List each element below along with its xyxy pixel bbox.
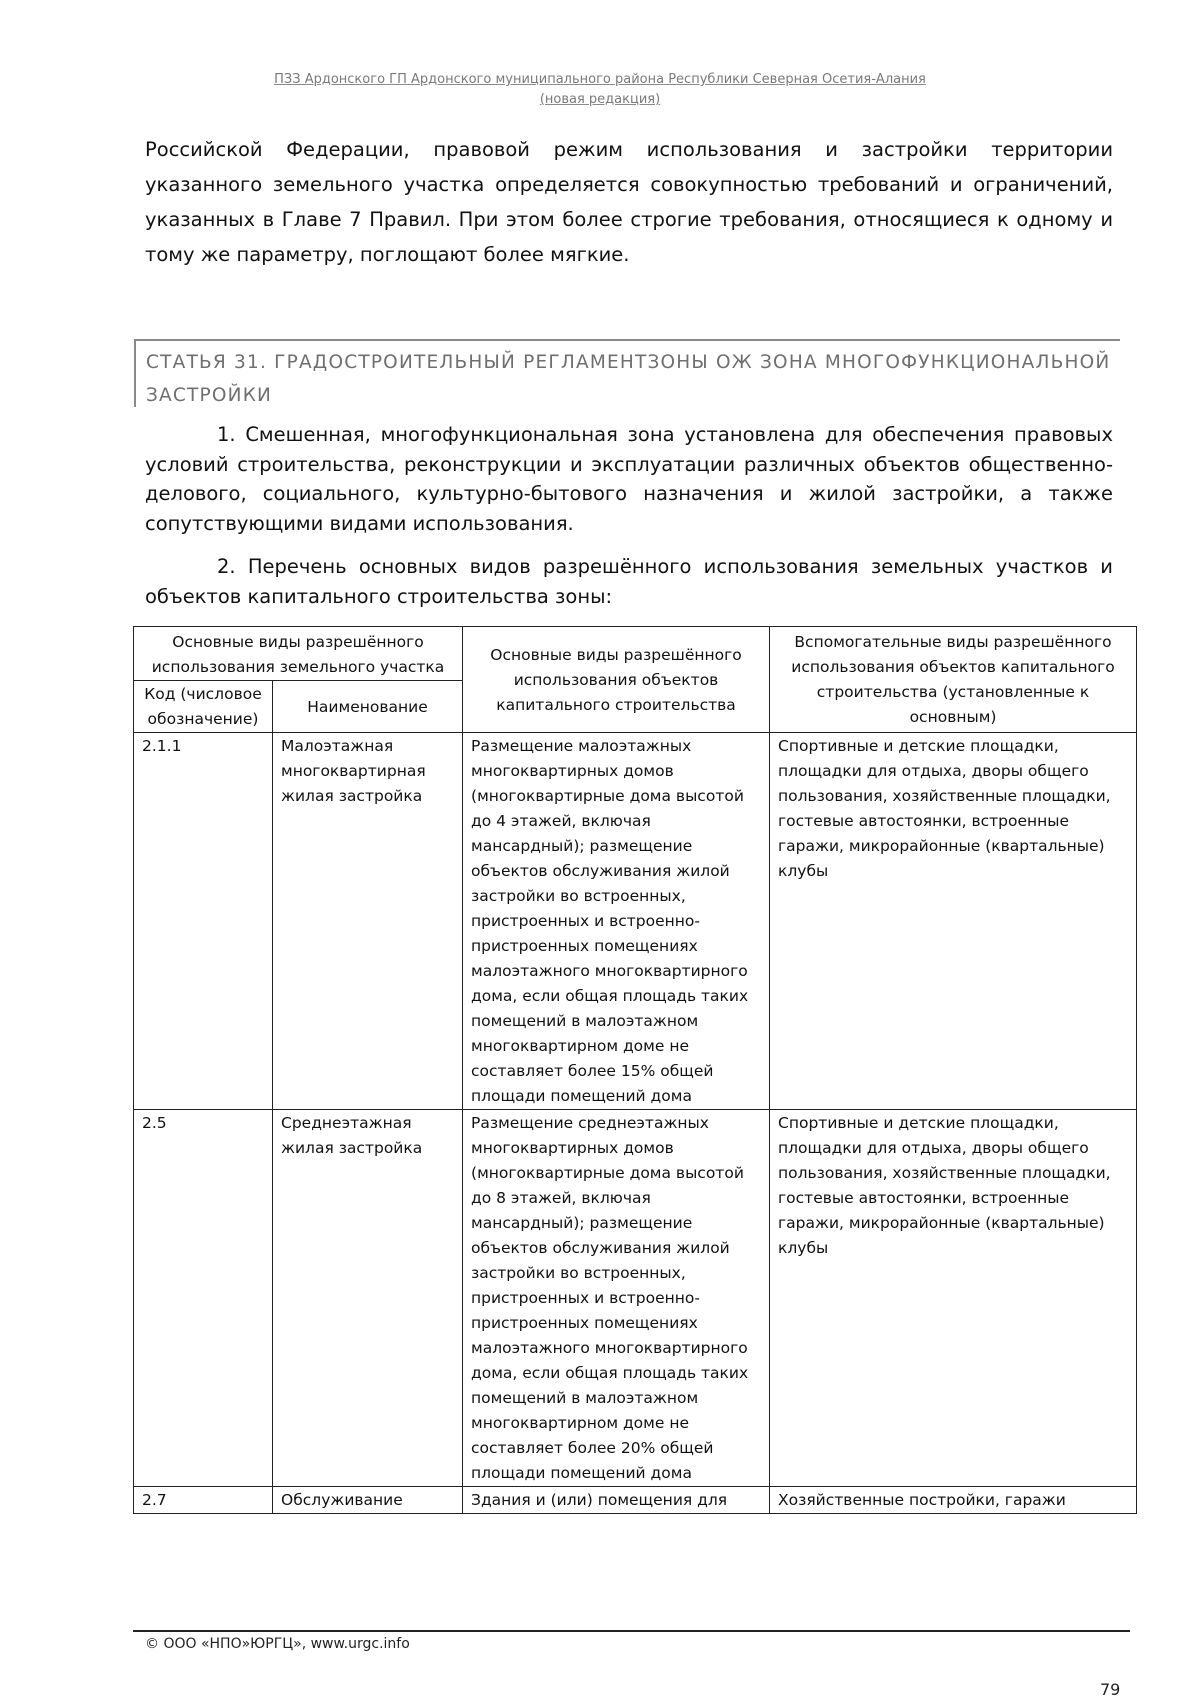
permitted-use-table [133,626,1137,1514]
cell-code: 2.7 [134,1487,273,1514]
header-name: Наименование [273,681,463,733]
cell-auxiliary-uses: Спортивные и детские площадки, площадки для отдыха, дворы общего пользования, хозяйственные площадки, гостевые автостоянки, встроенные гаражи, микрорайонные (квартальные) клубы [770,733,1137,1110]
article-heading-rule [134,339,1120,341]
header-land-use-group: Основные виды разрешённого использования земельного участка [134,627,463,681]
cell-name: Среднеэтажная жилая застройка [273,1110,463,1487]
cell-main-uses: Размещение среднеэтажных многоквартирных домов (многоквартирные дома высотой до 8 этажей, включая мансардный); размещение объектов обслуживания жилой застройки во встроенных, пристроенных и встроенно-пристроенных помещениях малоэтажного многоквартирного дома, если общая площадь таких помещений в малоэтажном многоквартирном доме не составляет более 20% общей площади помещений дома [463,1110,770,1487]
running-header-subtitle: (новая редакция) [539,92,661,107]
cell-code: 2.1.1 [134,733,273,1110]
cell-main-uses: Размещение малоэтажных многоквартирных домов (многоквартирные дома высотой до 4 этажей, включая мансардный); размещение объектов обслуживания жилой застройки во встроенных, пристроенных и встроенно-пристроенных помещениях малоэтажного многоквартирного дома, если общая площадь таких помещений в малоэтажном многоквартирном доме не составляет более 15% общей площади помещений дома [463,733,770,1110]
intro-paragraph: Российской Федерации, правовой режим использования и застройки территории указанного земельного участка определяется совокупностью требований и ограничений, указанных в Главе 7 Правил. При этом более строгие требования, относящиеся к одному и тому же параметру, поглощают более мягкие. [145,138,1113,266]
table-row [134,733,1137,1110]
paragraph-2-text: 2. Перечень основных видов разрешённого использования земельных участков и объектов капитального строительства зоны: [145,555,1113,608]
article-heading-side-rule [134,339,136,407]
cell-name: Обслуживание [273,1487,463,1514]
footer-copyright: © ООО «НПО»ЮРГЦ», www.urgc.info [145,1636,410,1652]
running-header-title: ПЗЗ Ардонского ГП Ардонского муниципального района Республики Северная Осетия-Алания [274,72,926,87]
header-main-uses: Основные виды разрешённого использования объектов капитального строительства [463,627,770,733]
article-heading: СТАТЬЯ 31. ГРАДОСТРОИТЕЛЬНЫЙ РЕГЛАМЕНТЗОНЫ ОЖ ЗОНА МНОГОФУНКЦИОНАЛЬНОЙ ЗАСТРОЙКИ [146,352,1111,406]
cell-main-uses: Здания и (или) помещения для [463,1487,770,1514]
header-code: Код (числовое обозначение) [134,681,273,733]
cell-auxiliary-uses: Спортивные и детские площадки, площадки для отдыха, дворы общего пользования, хозяйственные площадки, гостевые автостоянки, встроенные гаражи, микрорайонные (квартальные) клубы [770,1110,1137,1487]
header-auxiliary-uses: Вспомогательные виды разрешённого использования объектов капитального строительства (установленные к основным) [770,627,1137,733]
cell-code: 2.5 [134,1110,273,1487]
paragraph-1 [145,420,1113,538]
table-row [134,1487,1137,1514]
paragraph-1-text: 1. Смешенная, многофункциональная зона установлена для обеспечения правовых условий строительства, реконструкции и эксплуатации различных объектов общественно-делового, социального, культурно-бытового назначения и жилой застройки, а также сопутствующими видами использования. [145,423,1113,535]
footer-rule [133,1630,1130,1632]
page-number: 79 [1100,1680,1121,1699]
paragraph-2 [145,552,1113,611]
cell-name: Малоэтажная многоквартирная жилая застройка [273,733,463,1110]
table-row [134,1110,1137,1487]
cell-auxiliary-uses: Хозяйственные постройки, гаражи [770,1487,1137,1514]
